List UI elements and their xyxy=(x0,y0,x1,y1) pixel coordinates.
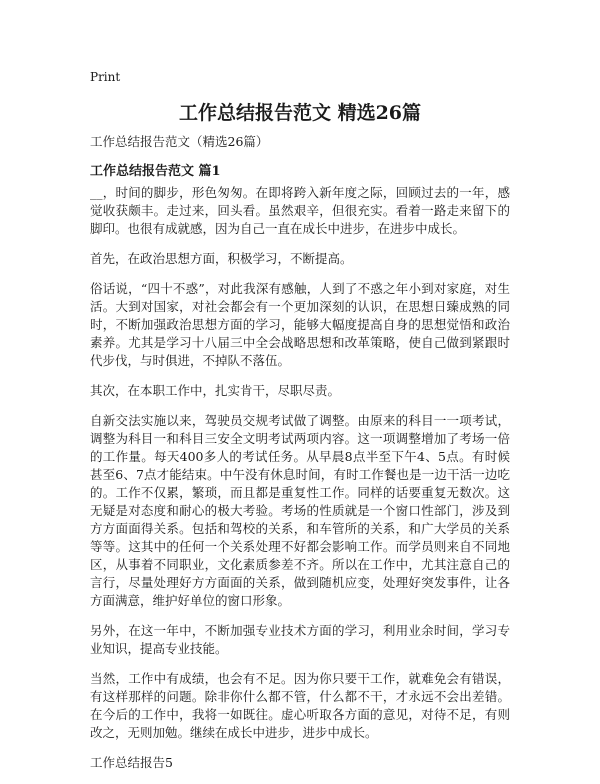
paragraph: 首先，在政治思想方面，积极学习，不断提高。 xyxy=(90,251,353,266)
paragraph: 自新交法实施以来，驾驶员交规考试做了调整。由原来的科目一一项考试，调整为科目一和科目三安全文明考试两项内容。这一项调整增加了考场一倍的工作量。每天400多人的考试任务。从早晨8点半至下午4、5点。有时候甚至6、7点才能结束。中午没有休息时间，有时工作餐也是一边干活一边吃的。工作不仅累，繁琐，而且都是重复性工作。同样的话要重复无数次。这无疑是对态度和耐心的极大考验。考场的性质就是一个窗口性部门，涉及到方方面面得关系。包括和驾校的关系，和车管所的关系，和广大学员的关系等等。这其中的任何一个关系处理不好都会影响工作。而学员则来自不同地区，从事着不同职业，文化素质参差不齐。所以在工作中，尤其注意自己的言行，尽量处理好方方面面的关系，做到随机应变，处理好突发事件，让各方面满意，维护好单位的窗口形象。 xyxy=(90,413,510,608)
page-title: 工作总结报告范文 精选26篇 xyxy=(178,102,422,124)
subtitle: 工作总结报告范文（精选26篇） xyxy=(90,134,269,149)
section-heading: 工作总结报告范文 篇1 xyxy=(90,164,221,179)
paragraph: 其次，在本职工作中，扎实肯干，尽职尽责。 xyxy=(90,383,341,398)
paragraph: 工作总结报告5 xyxy=(90,755,173,770)
paragraph: 俗话说，“四十不惑”，对此我深有感触，人到了不惑之年小到对家庭，对生活。大到对国家，对社会都会有一个更加深刻的认识，在思想日臻成熟的同时，不断加强政治思想方面的学习，能够大幅度提高自身的思想觉悟和政治素养。尤其是学习十八届三中全会战略思想和改革策略，使自己做到紧跟时代步伐，与时俱进，不掉队不落伍。 xyxy=(90,281,510,368)
paragraph: 当然，工作中有成绩，也会有不足。因为你只要干工作，就难免会有错误，有这样那样的问题。除非你什么都不管，什么都不干，才永远不会出差错。在今后的工作中，我将一如既往。虚心听取各方面的意见，对待不足，有则改之，无则加勉。继续在成长中进步，进步中成长。 xyxy=(90,671,510,740)
document-body xyxy=(90,184,510,784)
paragraph: 另外，在这一年中，不断加强专业技术方面的学习，利用业余时间，学习专业知识，提高专业技能。 xyxy=(90,623,510,656)
paragraph: __，时间的脚步，形色匆匆。在即将跨入新年度之际，回顾过去的一年，感觉收获颇丰。走过来，回头看。虽然艰辛，但很充实。看着一路走来留下的脚印。也很有成就感，因为自己一直在成长中进步，在进步中成长。 xyxy=(90,185,510,236)
print-label[interactable]: Print xyxy=(90,70,121,84)
